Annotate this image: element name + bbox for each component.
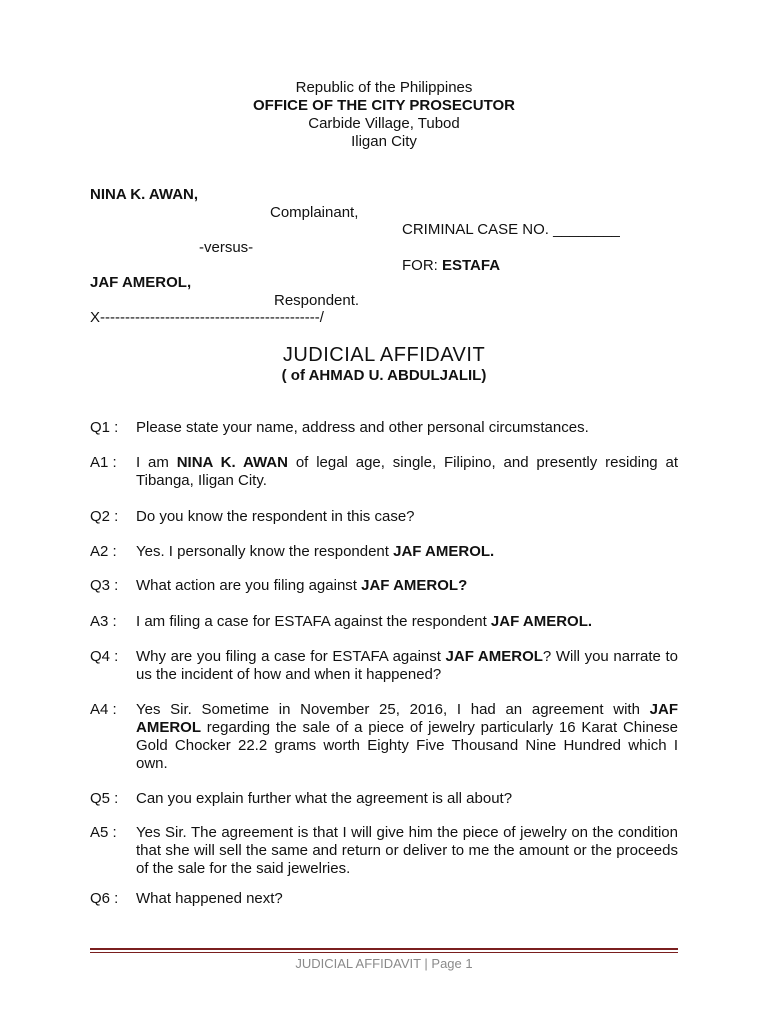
qa-text — [136, 419, 678, 437]
qa-text-part: of legal age, single, Filipino, and presently residing at Tibanga, Iligan City. — [136, 454, 679, 489]
qa-text — [136, 890, 678, 908]
respondent-name: JAF AMEROL, — [90, 274, 192, 291]
qa-item-q5 — [90, 790, 678, 808]
qa-label: Q3 : — [90, 577, 119, 594]
caption-separator: X--------------------------------------------/ — [90, 309, 324, 326]
case-number: CRIMINAL CASE NO. ________ — [402, 221, 620, 238]
qa-item-a5 — [90, 824, 678, 878]
qa-text — [136, 613, 678, 631]
qa-text-part: Why are you filing a case for ESTAFA against — [136, 648, 446, 665]
qa-item-q6 — [90, 890, 678, 908]
qa-text — [136, 543, 678, 561]
qa-text-emphasis: JAF AMEROL — [136, 701, 678, 736]
qa-text-emphasis: JAF AMEROL. — [490, 613, 593, 630]
qa-text — [136, 648, 678, 684]
qa-item-q4 — [90, 648, 678, 684]
versus-label: -versus- — [199, 239, 254, 256]
qa-text-emphasis: JAF AMEROL. — [393, 543, 495, 560]
case-for-value: ESTAFA — [442, 257, 501, 274]
qa-text — [136, 701, 678, 773]
header-city: Iligan City — [351, 133, 417, 150]
qa-text-part: What action are you filing against — [136, 577, 362, 594]
respondent-label: Respondent. — [274, 292, 360, 309]
qa-text-part: Do you know the respondent in this case? — [136, 508, 415, 525]
qa-item-a1 — [90, 454, 678, 490]
complainant-name: NINA K. AWAN, — [90, 186, 199, 203]
qa-text-part: Yes Sir. The agreement is that I will give him the piece of jewelry on the condition that she will sell the same and return or deliver to me the amount or the proceeds of the sale for the said jewelries. — [136, 824, 678, 877]
case-for — [402, 257, 500, 275]
header-address: Carbide Village, Tubod — [308, 115, 460, 132]
document-header — [0, 79, 768, 151]
qa-text-part: regarding the sale of a piece of jewelry particularly 16 Karat Chinese Gold Chocker 22.2 grams worth Eighty Five Thousand Nine Hundred which I own. — [136, 719, 678, 772]
footer-rule-thin — [90, 952, 678, 953]
qa-text — [136, 508, 678, 526]
qa-text-part: Yes. I personally know the respondent — [136, 543, 394, 560]
qa-text-part: I am — [136, 454, 177, 471]
qa-text-emphasis: JAF AMEROL? — [361, 577, 468, 594]
document-title: JUDICIAL AFFIDAVIT — [282, 344, 486, 366]
footer-rule-thick — [90, 948, 678, 950]
qa-text — [136, 790, 678, 808]
qa-text — [136, 824, 678, 878]
qa-text-part: Can you explain further what the agreement is all about? — [136, 790, 513, 807]
qa-text-part: I am filing a case for ESTAFA against the respondent — [136, 613, 491, 630]
qa-text-part: Please state your name, address and other personal circumstances. — [136, 419, 589, 436]
qa-label: Q6 : — [90, 890, 119, 907]
qa-label: Q2 : — [90, 508, 119, 525]
qa-item-a2 — [90, 543, 678, 561]
case-for-label: FOR: — [402, 257, 442, 274]
qa-item-q2 — [90, 508, 678, 526]
qa-item-q3 — [90, 577, 678, 595]
qa-text-part: ? Will you narrate to us the incident of how and when it happened? — [136, 648, 678, 683]
qa-text-emphasis: JAF AMEROL — [445, 648, 543, 665]
qa-text-part: What happened next? — [136, 890, 283, 907]
qa-label: A2 : — [90, 543, 117, 560]
document-subtitle: ( of AHMAD U. ABDULJALIL) — [281, 367, 487, 384]
qa-item-q1 — [90, 419, 678, 437]
qa-item-a4 — [90, 701, 678, 773]
qa-label: A5 : — [90, 824, 117, 841]
qa-label: A3 : — [90, 613, 117, 630]
qa-text — [136, 577, 678, 595]
header-office: OFFICE OF THE CITY PROSECUTOR — [253, 97, 515, 114]
qa-text — [136, 454, 678, 490]
qa-label: Q5 : — [90, 790, 119, 807]
header-country: Republic of the Philippines — [295, 79, 473, 96]
qa-label: A1 : — [90, 454, 117, 471]
page-footer: JUDICIAL AFFIDAVIT | Page 1 — [295, 956, 473, 971]
qa-label: Q4 : — [90, 648, 119, 665]
qa-label: A4 : — [90, 701, 117, 718]
qa-item-a3 — [90, 613, 678, 631]
complainant-label: Complainant, — [270, 204, 359, 221]
qa-label: Q1 : — [90, 419, 119, 436]
qa-text-emphasis: NINA K. AWAN — [176, 454, 288, 471]
qa-text-part: Yes Sir. Sometime in November 25, 2016, I had an agreement with — [136, 701, 650, 718]
